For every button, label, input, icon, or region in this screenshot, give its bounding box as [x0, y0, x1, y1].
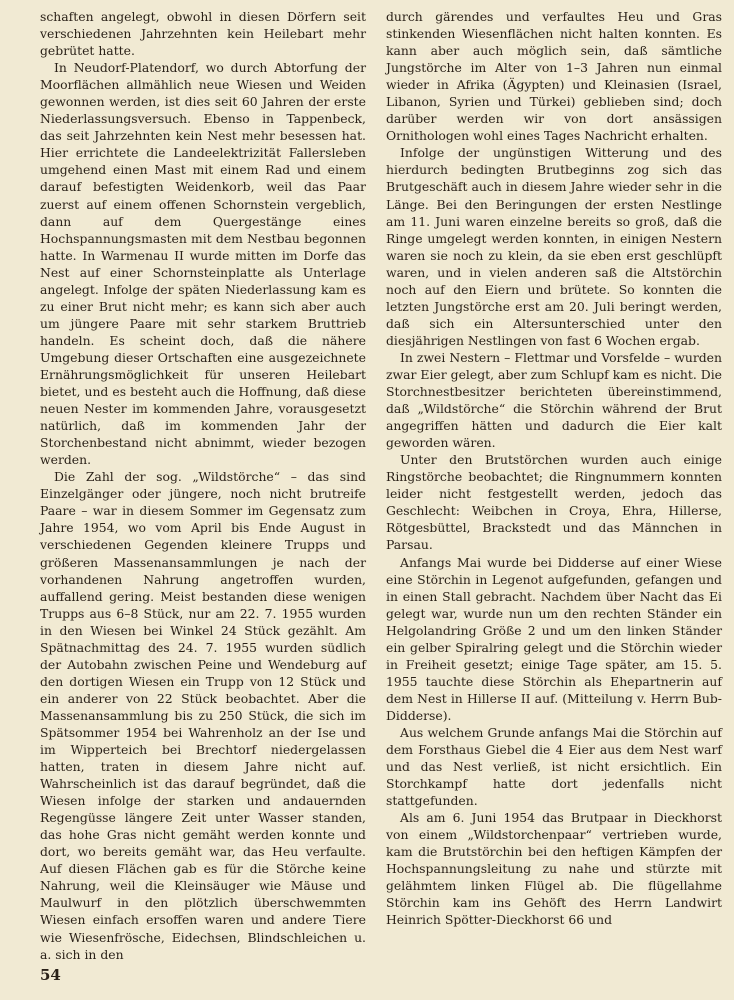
- paragraph: In Neudorf-Platendorf, wo durch Abtorfung der Moorflächen allmählich neue Wiesen und Weiden gewonnen werden, ist dies seit 60 Jahren der erste Niederlassungsversuch. Ebenso in Tappenbeck, das seit Jahrzehnten kein Nest mehr besessen hat. Hier errichtete die Landeelektrizität Fallersleben umgehend einen Mast mit einem Rad und einem darauf befestigten Weidenkorb, weil das Paar zuerst auf einem offenen Schornstein vergeblich, dann auf dem Quergestänge eines Hochspannungsmasten mit dem Nestbau begonnen hatte. In Warmenau II wurde mitten im Dorfe das Nest auf einer Schornsteinplatte als Unterlage angelegt. Infolge der späten Niederlassung kam es zu einer Brut nicht mehr; es kann sich aber auch um jüngere Paare mit sehr starkem Bruttrieb handeln. Es scheint doch, daß die nähere Umgebung dieser Ortschaften eine ausgezeichnete Ernährungsmöglichkeit für unseren Heilebart bietet, und es besteht auch die Hoffnung, daß diese neuen Nester im kommenden Jahre, vorausgesetzt natürlich, daß im kommenden Jahr der Storchenbestand nicht abnimmt, wieder bezogen werden.: [40, 60, 366, 468]
- paragraph: Aus welchem Grunde anfangs Mai die Störchin auf dem Forsthaus Giebel die 4 Eier aus dem Nest warf und das Nest verließ, ist nicht ersichtlich. Ein Storchkampf hatte dort jedenfalls nicht stattgefunden.: [386, 724, 722, 809]
- paragraph: Anfangs Mai wurde bei Didderse auf einer Wiese eine Störchin in Legenot aufgefunden, gefangen und in einen Stall gebracht. Nachdem über Nacht das Ei gelegt war, wurde nun um den rechten Ständer ein Helgolandring Größe 2 und um den linken Ständer ein gelber Spiralring gelegt und die Störchin wieder in Freiheit gesetzt; einige Tage später, am 15. 5. 1955 tauchte diese Störchin als Ehepartnerin auf dem Nest in Hillerse II auf. (Mitteilung v. Herrn Bub-Didderse).: [386, 554, 722, 723]
- paragraph: Unter den Brutstörchen wurden auch einige Ringstörche beobachtet; die Ringnummern konnten leider nicht festgestellt werden, jedoch das Geschlecht: Weibchen in Croya, Ehra, Hillerse, Rötgesbüttel, Brackstedt und das Männchen in Parsau.: [386, 452, 722, 553]
- paragraph: Die Zahl der sog. „Wildstörche“ – das sind Einzelgänger oder jüngere, noch nicht brutreife Paare – war in diesem Sommer im Gegensatz zum Jahre 1954, wo vom April bis Ende August in verschiedenen Gegenden kleinere Trupps und größeren Massenansammlungen je nach der vorhandenen Nahrung angetroffen wurden, auffallend gering. Meist bestanden diese wenigen Trupps aus 6–8 Stück, nur am 22. 7. 1955 wurden in den Wiesen bei Winkel 24 Stück gezählt. Am Spätnachmittag des 24. 7. 1955 wurden südlich der Autobahn zwischen Peine und Wendeburg auf den dortigen Wiesen ein Trupp von 12 Stück und ein anderer von 22 Stück beobachtet. Aber die Massenansammlung bis zu 250 Stück, die sich im Spätsommer 1954 bei Wahrenholz an der Ise und im Wipperteich bei Brechtorf niedergelassen hatten, traten in diesem Jahre nicht auf. Wahrscheinlich ist das darauf begründet, daß die Wiesen infolge der starken und andauernden Regengüsse längere Zeit unter Wasser standen, das hohe Gras nicht gemäht werden konnte und dort, wo bereits gemäht war, das Heu verfaulte. Auf diesen Flächen gab es für die Störche keine Nahrung, weil die Kleinsäuger wie Mäuse und Maulwurf in den plötzlich überschwemmten Wiesen einfach ersoffen waren und andere Tiere wie Wiesenfrösche, Eidechsen, Blindschleichen u. a. sich in den: [40, 469, 366, 962]
- paragraph: Infolge der ungünstigen Witterung und des hierdurch bedingten Brutbeginns zog sich das Brutgeschäft auch in diesem Jahre wieder sehr in die Länge. Bei den Beringungen der ersten Nestlinge am 11. Juni waren einzelne bereits so groß, daß die Ringe umgelegt werden konnten, in einigen Nestern waren sie noch zu klein, da sie eben erst geschlüpft waren, und in vielen anderen saß die Altstörchin noch auf den Eiern und brütete. So konnten die letzten Jungstörche erst am 20. Juli beringt werden, daß sich ein Altersunterschied unter den diesjährigen Nestlingen von fast 6 Wochen ergab.: [386, 145, 722, 348]
- paragraph: In zwei Nestern – Flettmar und Vorsfelde – wurden zwar Eier gelegt, aber zum Schlupf kam es nicht. Die Storchnestbesitzer berichteten übereinstimmend, daß „Wildstörche“ die Störchin während der Brut angegriffen hätten und dadurch die Eier kalt geworden wären.: [386, 349, 722, 451]
- page-number: 54: [40, 966, 61, 984]
- paragraph: Als am 6. Juni 1954 das Brutpaar in Dieckhorst von einem „Wildstorchenpaar“ vertrieben wurde, kam die Brutstörchin bei den heftigen Kämpfen der Hochspannungsleitung zu nahe und stürzte mit gelähmtem linken Flügel ab. Die flügellahme Störchin kam ins Gehöft des Herrn Landwirt Heinrich Spötter-Dieckhorst 66 und: [386, 810, 722, 928]
- right-column: [386, 8, 722, 929]
- left-column: [40, 8, 366, 963]
- paragraph: durch gärendes und verfaultes Heu und Gras stinkenden Wiesenflächen nicht halten konnten. Es kann aber auch möglich sein, daß sämtliche Jungstörche im Alter von 1–3 Jahren nun einmal wieder in Afrika (Ägypten) und Kleinasien (Israel, Libanon, Syrien und Türkei) geblieben sind; doch darüber werden wir von dort ansässigen Ornithologen wohl eines Tages Nachricht erhalten.: [386, 9, 722, 144]
- paragraph: schaften angelegt, obwohl in diesen Dörfern seit verschiedenen Jahrzehnten kein Heilebart mehr gebrütet hatte.: [40, 9, 366, 59]
